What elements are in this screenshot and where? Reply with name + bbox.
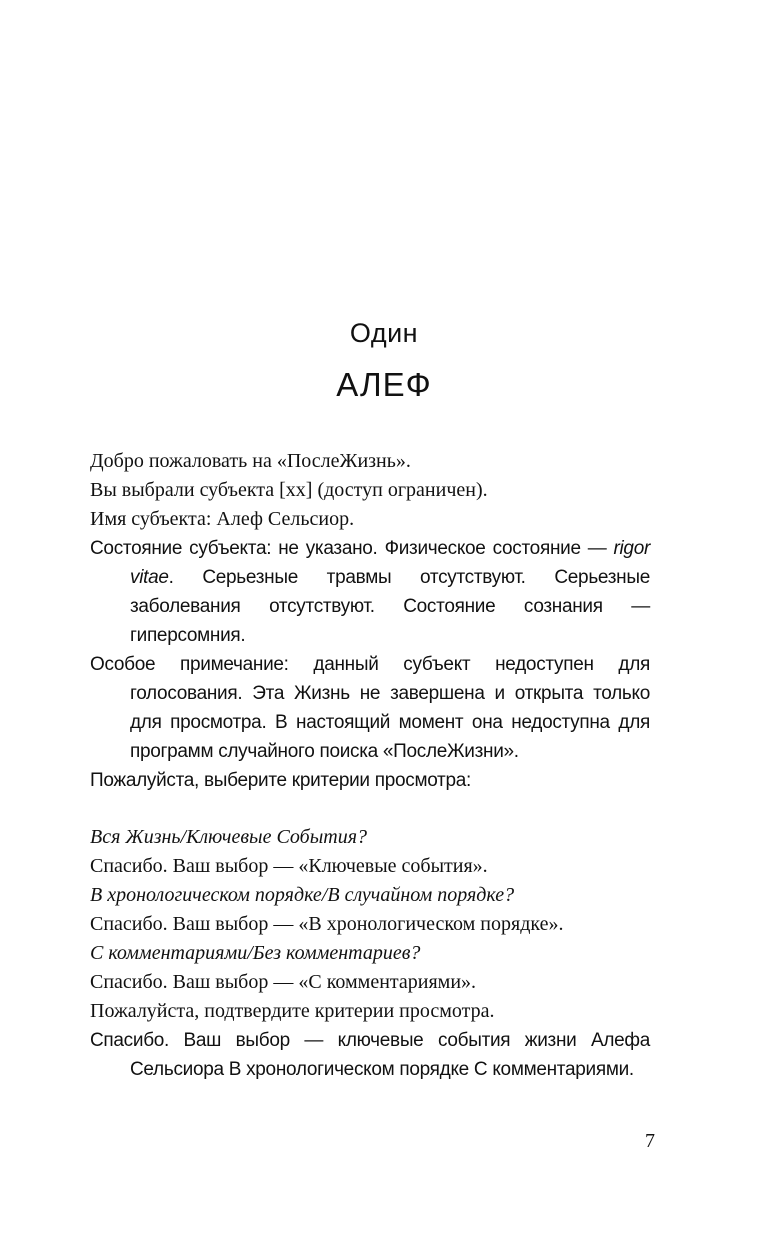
chapter-title: АЛЕФ [336,366,432,403]
subject-name-line: Имя субъекта: Алеф Сельсиор. [90,508,355,530]
chapter-number: Один [349,318,419,348]
question-2: В хронологическом порядке/В случайном порядке? [90,884,515,906]
subject-chosen-line: Вы выбрали субъекта [хх] (доступ ограничен). [90,479,488,501]
choose-criteria-line: Пожалуйста, выберите критерии просмотра: [90,770,471,791]
question-3: С комментариями/Без комментариев? [90,942,421,964]
special-note-paragraph: Особое примечание: данный субъект недоступен для голосования. Эта Жизнь не завершена и открыта только для просмотра. В настоящий момент она недоступна для программ случайного поиска «ПослеЖизни». [90,654,650,762]
welcome-line: Добро пожаловать на «ПослеЖизнь». [90,450,411,472]
confirm-line: Пожалуйста, подтвердите критерии просмотра. [90,1000,495,1022]
question-1: Вся Жизнь/Ключевые События? [90,826,368,848]
chapter-body [90,447,650,1084]
answer-3: Спасибо. Ваш выбор — «С комментариями». [90,971,477,993]
page-number: 7 [645,1130,655,1152]
section-gap [90,795,650,823]
subject-state-text-start: Состояние субъекта: не указано. Физическое состояние — [90,538,614,559]
subject-state-text-end: . Серьезные травмы отсутствуют. Серьезные заболевания отсутствуют. Состояние сознания — гиперсомния. [130,567,650,646]
final-paragraph: Спасибо. Ваш выбор — ключевые события жизни Алефа Сельсиора В хронологическом порядке С комментариями. [90,1030,650,1080]
subject-state-term: rigor vitae [130,538,650,588]
subject-state-paragraph [90,534,650,650]
answer-1: Спасибо. Ваш выбор — «Ключевые события». [90,855,488,877]
answer-2: Спасибо. Ваш выбор — «В хронологическом порядке». [90,913,564,935]
